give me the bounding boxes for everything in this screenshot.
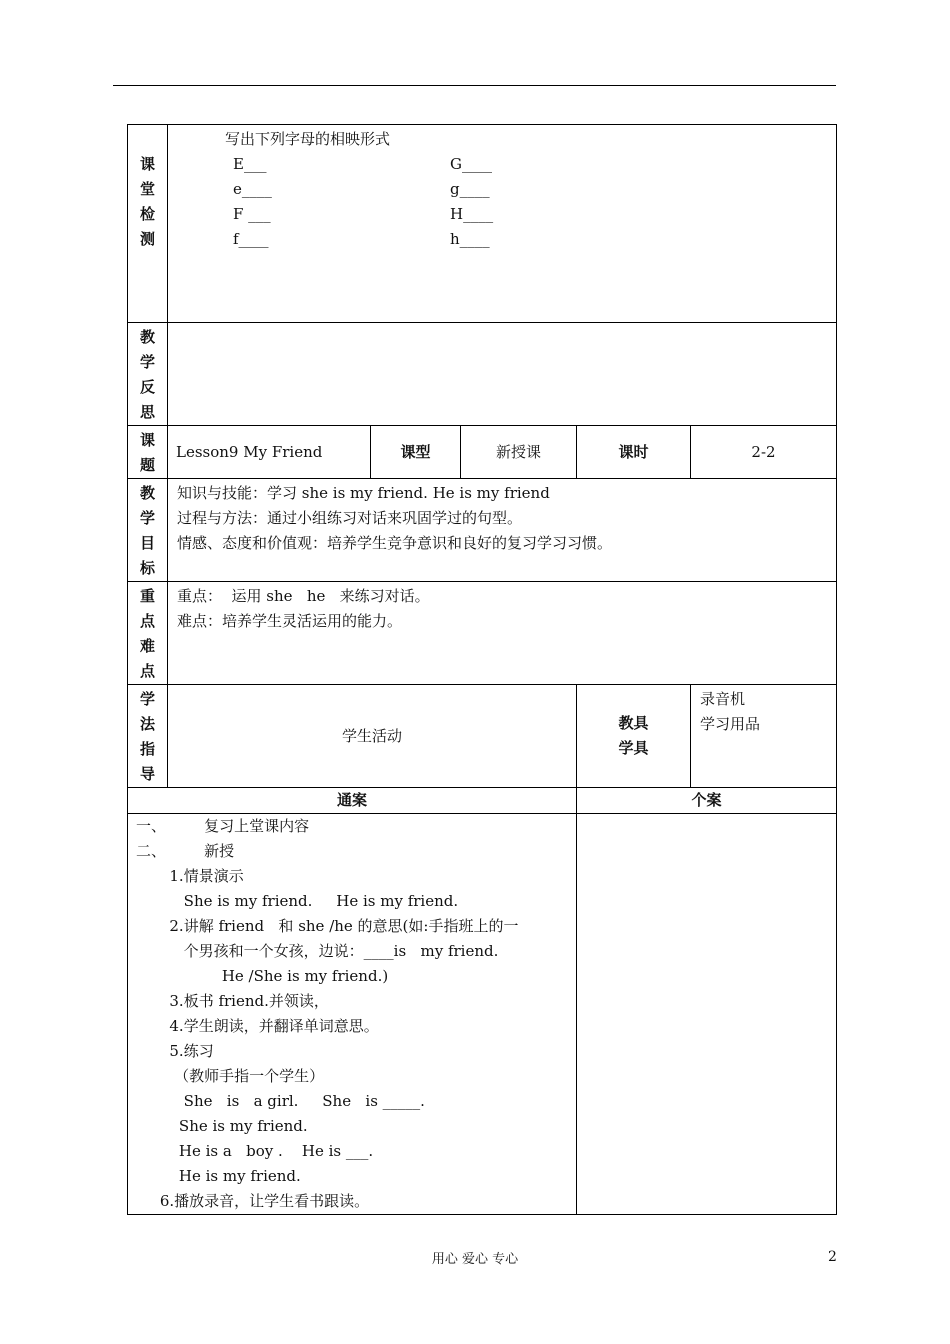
page-number: 2 <box>828 1249 837 1265</box>
common-plan-header: 通案 <box>128 788 577 814</box>
tools-label: 教具 学具 <box>577 685 691 788</box>
goal-attitude: 情感、态度和价值观：培养学生竞争意识和良好的复习学习习惯。 <box>177 534 613 552</box>
hours-value: 2-2 <box>691 426 837 479</box>
hours-label: 课时 <box>577 426 691 479</box>
personal-plan-content <box>577 814 837 1215</box>
blank-f: f____ <box>233 230 269 248</box>
section-label-topic: 课 题 <box>128 426 168 479</box>
type-label: 课型 <box>371 426 461 479</box>
method-activity: 学生活动 <box>168 685 577 788</box>
section-label-method: 学 法 指 导 <box>128 685 168 788</box>
goal-knowledge: 知识与技能：学习 she is my friend. He is my friend <box>177 484 550 502</box>
goals-content <box>168 479 837 582</box>
section-label-goals: 教 学 目 标 <box>128 479 168 582</box>
lesson-plan-table <box>127 124 837 1215</box>
goal-process: 过程与方法：通过小组练习对话来巩固学过的句型。 <box>177 509 523 527</box>
key-point: 重点： 运用 she he 来练习对话。 <box>177 587 430 605</box>
header-rule <box>113 85 836 86</box>
common-plan-content: 一、 复习上堂课内容 二、 新授 1.情景演示 She is my friend. He is my friend. 2.讲解 friend 和 she /he 的意思(如:手指班上的一 个男孩和一个女孩，边说：____is my friend. He /She is my friend.) 3.板书 friend.并领读， 4.学生朗读，并翻译单词意思。 5.练习 （教师手指一个学生） She is a girl. She is _____. She is my friend. He is a boy . He is ___. He is my friend. 6.播放录音，让学生看书跟读。 <box>128 814 577 1215</box>
section-label-reflection: 教 学 反 思 <box>128 323 168 426</box>
blank-H: H____ <box>450 205 494 223</box>
reflection-content <box>168 323 837 426</box>
type-value: 新授课 <box>461 426 577 479</box>
blank-F: F ___ <box>233 205 271 223</box>
footer-motto: 用心 爱心 专心 <box>431 1252 519 1267</box>
check-title: 写出下列字母的相映形式 <box>225 130 391 148</box>
difficult-point: 难点：培养学生灵活运用的能力。 <box>177 612 403 630</box>
blank-h: h____ <box>450 230 490 248</box>
tools-list: 录音机 学习用品 <box>691 685 837 788</box>
keypoints-content <box>168 582 837 685</box>
topic-value: Lesson9 My Friend <box>168 426 371 479</box>
personal-plan-header: 个案 <box>577 788 837 814</box>
blank-g: g____ <box>450 180 490 198</box>
check-content <box>168 125 837 323</box>
blank-e: e____ <box>233 180 272 198</box>
blank-G: G____ <box>450 155 492 173</box>
blank-E: E___ <box>233 155 267 173</box>
section-label-keypoints: 重 点 难 点 <box>128 582 168 685</box>
section-label-check: 课 堂 检 测 <box>128 125 168 323</box>
